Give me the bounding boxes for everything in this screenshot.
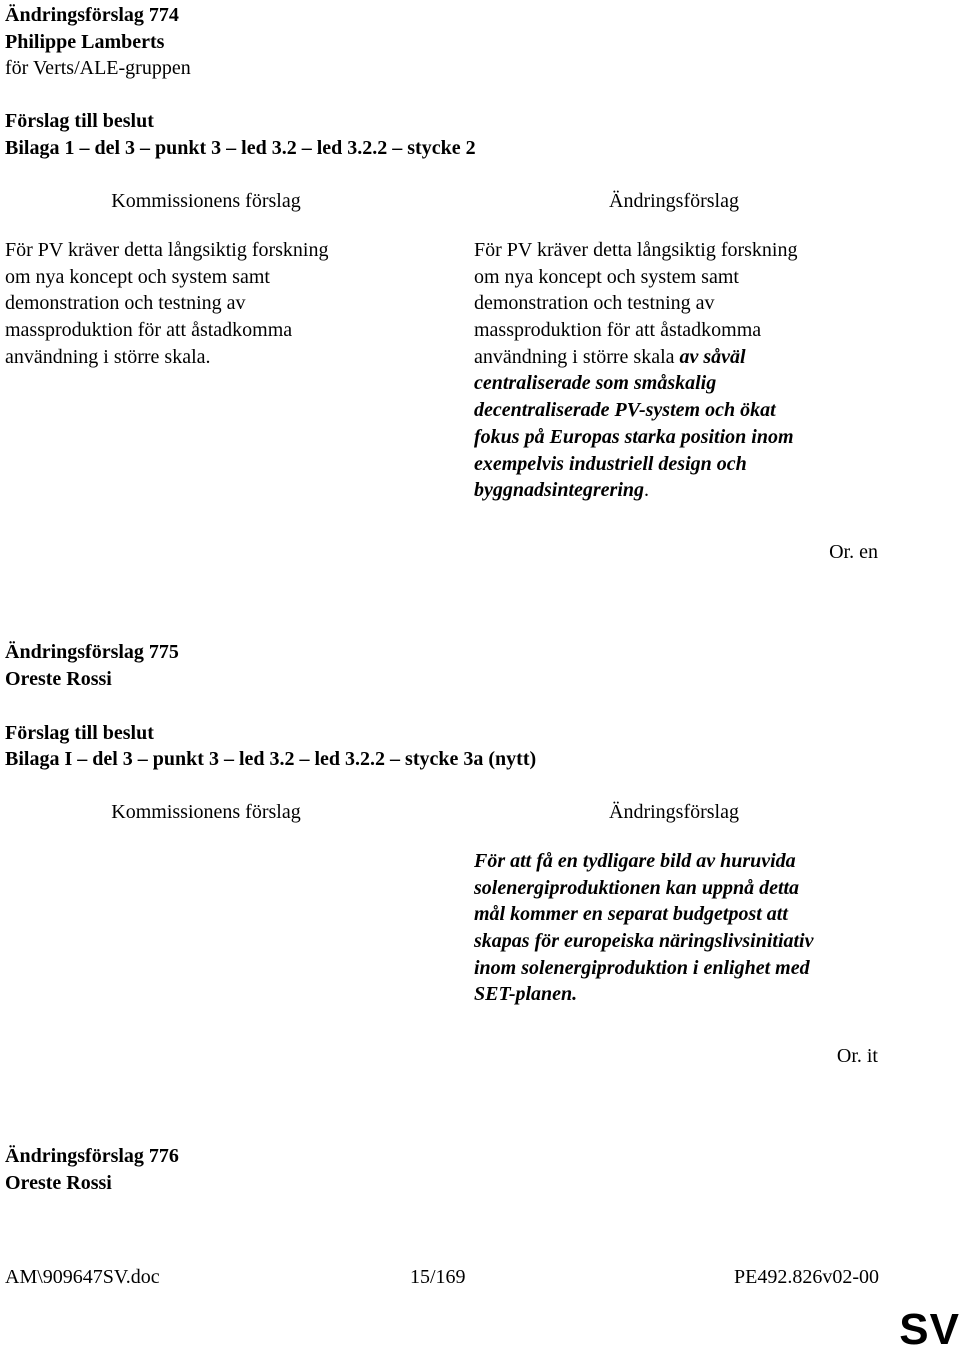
amendment-title-775: Ändringsförslag 775 — [5, 641, 179, 663]
reference-774: Bilaga 1 – del 3 – punkt 3 – led 3.2 – led 3.2.2 – stycke 2 — [5, 137, 476, 159]
text-line: solenergiproduktionen kan uppnå detta — [474, 876, 800, 899]
amendment-author-776: Oreste Rossi — [5, 1172, 112, 1194]
text-line: För PV kräver detta långsiktig forskning — [474, 239, 798, 261]
amendment-title-776: Ändringsförslag 776 — [5, 1145, 179, 1167]
text-line: om nya koncept och system samt — [474, 265, 739, 288]
footer-page-number: 15/169 — [410, 1266, 466, 1288]
amendment-group-774: för Verts/ALE-gruppen — [5, 57, 191, 79]
text-line: För att få en tydligare bild av huruvida — [474, 850, 796, 872]
amendment-author-774: Philippe Lamberts — [5, 31, 165, 53]
footer-doc-ref: AM\909647SV.doc — [5, 1266, 160, 1288]
text-line-emphasis: fokus på Europas starka position inom — [474, 425, 794, 448]
text-line: användning i större skala. — [5, 345, 211, 368]
text-emphasis: av såväl — [679, 345, 746, 368]
text-line: demonstration och testning av — [5, 292, 246, 315]
amendment-author-775: Oreste Rossi — [5, 668, 112, 690]
amendment-header-775: Ändringsförslag — [609, 801, 739, 823]
text-line: massproduktion för att åstadkomma — [5, 319, 293, 342]
original-language-775: Or. it — [836, 1045, 878, 1067]
text-line-emphasis: exempelvis industriell design och — [474, 452, 747, 475]
text-line-emphasis: decentraliserade PV-system och ökat — [474, 399, 776, 422]
text-line: inom solenergiproduktion i enlighet med — [474, 956, 810, 979]
original-language-774: Or. en — [829, 541, 878, 563]
text-line: skapas för europeiska näringslivsinitiativ — [474, 930, 814, 953]
amendment-title-774: Ändringsförslag 774 — [5, 4, 179, 26]
text-line: om nya koncept och system samt — [5, 265, 270, 288]
text-line: demonstration och testning av — [474, 292, 715, 315]
commission-header-775: Kommissionens förslag — [111, 801, 301, 823]
text-plain: . — [644, 479, 650, 502]
commission-text-774 — [5, 237, 425, 370]
proposal-label-774: Förslag till beslut — [5, 110, 154, 132]
text-line-emphasis: centraliserade som småskalig — [474, 372, 717, 395]
reference-775: Bilaga I – del 3 – punkt 3 – led 3.2 – led 3.2.2 – stycke 3a (nytt) — [5, 748, 537, 770]
text-line: mål kommer en separat budgetpost att — [474, 903, 788, 926]
text-line: massproduktion för att åstadkomma — [474, 319, 762, 342]
amendment-header-774: Ändringsförslag — [609, 190, 739, 212]
amendment-text-775 — [474, 848, 894, 1008]
text-line — [474, 344, 894, 371]
text-plain: användning i större skala — [474, 345, 680, 368]
footer-pe-ref: PE492.826v02-00 — [734, 1266, 879, 1288]
text-line — [474, 477, 894, 504]
proposal-label-775: Förslag till beslut — [5, 722, 154, 744]
text-line: SET-planen. — [474, 983, 578, 1006]
commission-header-774: Kommissionens förslag — [111, 190, 301, 212]
language-badge: SV — [899, 1305, 960, 1354]
text-emphasis: byggnadsintegrering — [474, 479, 645, 502]
amendment-text-774 — [474, 237, 894, 504]
text-line: För PV kräver detta långsiktig forskning — [5, 239, 329, 261]
